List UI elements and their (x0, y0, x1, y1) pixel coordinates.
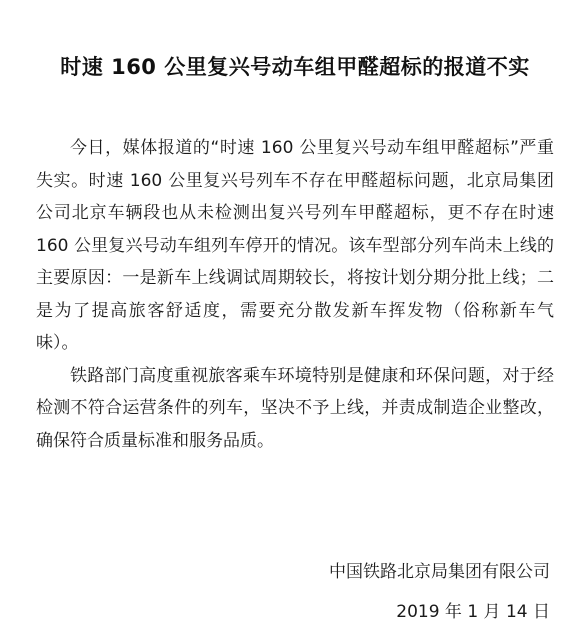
signature-date: 2019 年 1 月 14 日 (396, 602, 550, 622)
document-body (36, 132, 554, 457)
signature-block (329, 552, 550, 632)
document-title: 时速 160 公里复兴号动车组甲醛超标的报道不实 (60, 55, 530, 79)
body-paragraph-1: 今日，媒体报道的“时速 160 公里复兴号动车组甲醛超标”严重失实。时速 160 公里复兴号列车不存在甲醛超标问题，北京局集团公司北京车辆段也从未检测出复兴号列车甲醛超标，更不存在时速 160 公里复兴号动车组列车停开的情况。该车型部分列车尚未上线的主要原因：一是新车上线调试周期较长，将按计划分期分批上线；二是为了提高旅客舒适度，需要充分散发新车挥发物（俗称新车气味）。 (36, 138, 554, 353)
signature-organization: 中国铁路北京局集团有限公司 (329, 562, 550, 582)
body-paragraph-2: 铁路部门高度重视旅客乘车环境特别是健康和环保问题，对于经检测不符合运营条件的列车，坚决不予上线，并责成制造企业整改，确保符合质量标准和服务品质。 (36, 365, 554, 451)
